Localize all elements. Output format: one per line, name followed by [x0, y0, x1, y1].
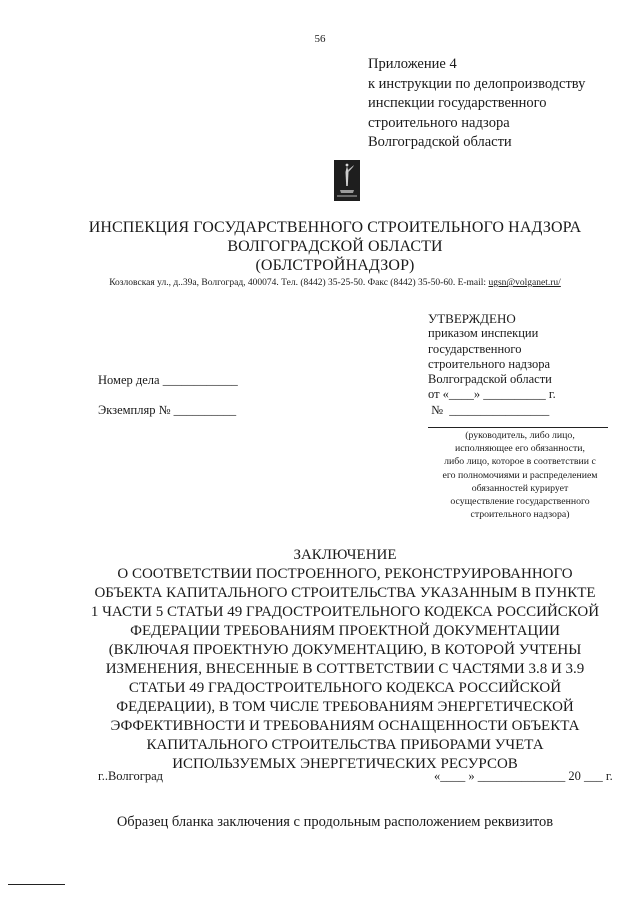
signature-note-line: исполняющее его обязанности,	[454, 443, 586, 455]
org-line: ИНСПЕКЦИЯ ГОСУДАРСТВЕННОГО СТРОИТЕЛЬНОГО НАДЗОРА	[88, 219, 582, 236]
appendix-block	[368, 55, 628, 153]
title-line: О СООТВЕТСТВИИ ПОСТРОЕННОГО, РЕКОНСТРУИРОВАННОГО	[117, 566, 573, 582]
place-of-issue: г..Волгоград	[98, 769, 163, 783]
signature-note-line: обязанностей курирует	[471, 482, 569, 494]
signature-note-line: (руководитель, либо лицо,	[465, 430, 575, 441]
approval-line: приказом инспекции	[428, 326, 539, 341]
email-link[interactable]: ugsn@volganet.ru/	[488, 278, 561, 288]
organization-address	[40, 278, 630, 288]
appendix-line: инспекции государственного	[368, 95, 547, 111]
title-line: ЗАКЛЮЧЕНИЕ	[293, 547, 397, 563]
approval-line: Волгоградской области	[428, 372, 552, 387]
appendix-line: Волгоградской области	[368, 134, 512, 150]
date-field: «____ » ______________ 20 ___ г.	[434, 769, 613, 783]
signature-line	[428, 427, 608, 428]
signature-note-line: осуществление государственного	[450, 496, 590, 508]
title-line: СТАТЬИ 49 ГРАДОСТРОИТЕЛЬНОГО КОДЕКСА РОССИЙСКОЙ	[128, 680, 562, 696]
organization-name	[40, 218, 630, 275]
volgograd-emblem-icon	[334, 160, 360, 201]
approval-heading: УТВЕРЖДЕНО	[428, 311, 516, 326]
title-line: ЭФФЕКТИВНОСТИ И ТРЕБОВАНИЯМ ОСНАЩЕННОСТИ ОБЪЕКТА	[110, 718, 580, 734]
title-line: ИСПОЛЬЗУЕМЫХ ЭНЕРГЕТИЧЕСКИХ РЕСУРСОВ	[172, 756, 518, 772]
appendix-line: Приложение 4	[368, 56, 457, 72]
approval-block	[428, 311, 628, 418]
signature-note-line: либо лицо, которое в соответствии с	[444, 456, 596, 468]
footnote-separator	[8, 884, 65, 885]
document-title	[60, 546, 630, 774]
org-line: ВОЛГОГРАДСКОЙ ОБЛАСТИ	[227, 238, 443, 255]
signature-note	[420, 429, 620, 521]
org-line: (ОБЛСТРОЙНАДЗОР)	[255, 257, 415, 274]
copy-number-field: Экземпляр № __________	[98, 403, 237, 417]
approval-line: государственного	[428, 341, 522, 356]
title-line: 1 ЧАСТИ 5 СТАТЬИ 49 ГРАДОСТРОИТЕЛЬНОГО КОДЕКСА РОССИЙСКОЙ	[90, 604, 600, 620]
approval-date-line: от «____» __________ г.	[428, 387, 556, 402]
title-line: ИЗМЕНЕНИЯ, ВНЕСЕННЫЕ В СОТТВЕТСТВИИ С ЧАСТЯМИ 3.8 И 3.9	[105, 661, 585, 677]
approval-number-line: № ________________	[428, 402, 550, 417]
title-line: ОБЪЕКТА КАПИТАЛЬНОГО СТРОИТЕЛЬСТВА УКАЗАННЫМ В ПУНКТЕ	[94, 585, 596, 601]
file-number-field: Номер дела ____________	[98, 373, 238, 387]
address-text: Козловская ул., д..39а, Волгоград, 400074. Тел. (8442) 35-25-50. Факс (8442) 35-50-60. E-mail:	[109, 278, 489, 288]
title-line: (ВКЛЮЧАЯ ПРОЕКТНУЮ ДОКУМЕНТАЦИЮ, В КОТОРОЙ УЧТЕНЫ	[108, 642, 582, 658]
title-line: ФЕДЕРАЦИИ ТРЕБОВАНИЯМ ПРОЕКТНОЙ ДОКУМЕНТАЦИИ	[130, 623, 560, 639]
appendix-line: строительного надзора	[368, 114, 510, 131]
title-line: ФЕДЕРАЦИИ), В ТОМ ЧИСЛЕ ТРЕБОВАНИЯМ ЭНЕРГЕТИЧЕСКОЙ	[116, 699, 574, 715]
form-caption: Образец бланка заключения с продольным расположением реквизитов	[116, 814, 554, 830]
title-line: КАПИТАЛЬНОГО СТРОИТЕЛЬСТВА ПРИБОРАМИ УЧЕТА	[146, 737, 544, 753]
approval-line: строительного надзора	[428, 356, 551, 371]
page-number: 56	[314, 33, 326, 45]
signature-note-line: его полномочиями и распределением	[442, 469, 598, 481]
signature-note-line: строительного надзора)	[470, 509, 570, 521]
appendix-line: к инструкции по делопроизводству	[368, 75, 586, 92]
